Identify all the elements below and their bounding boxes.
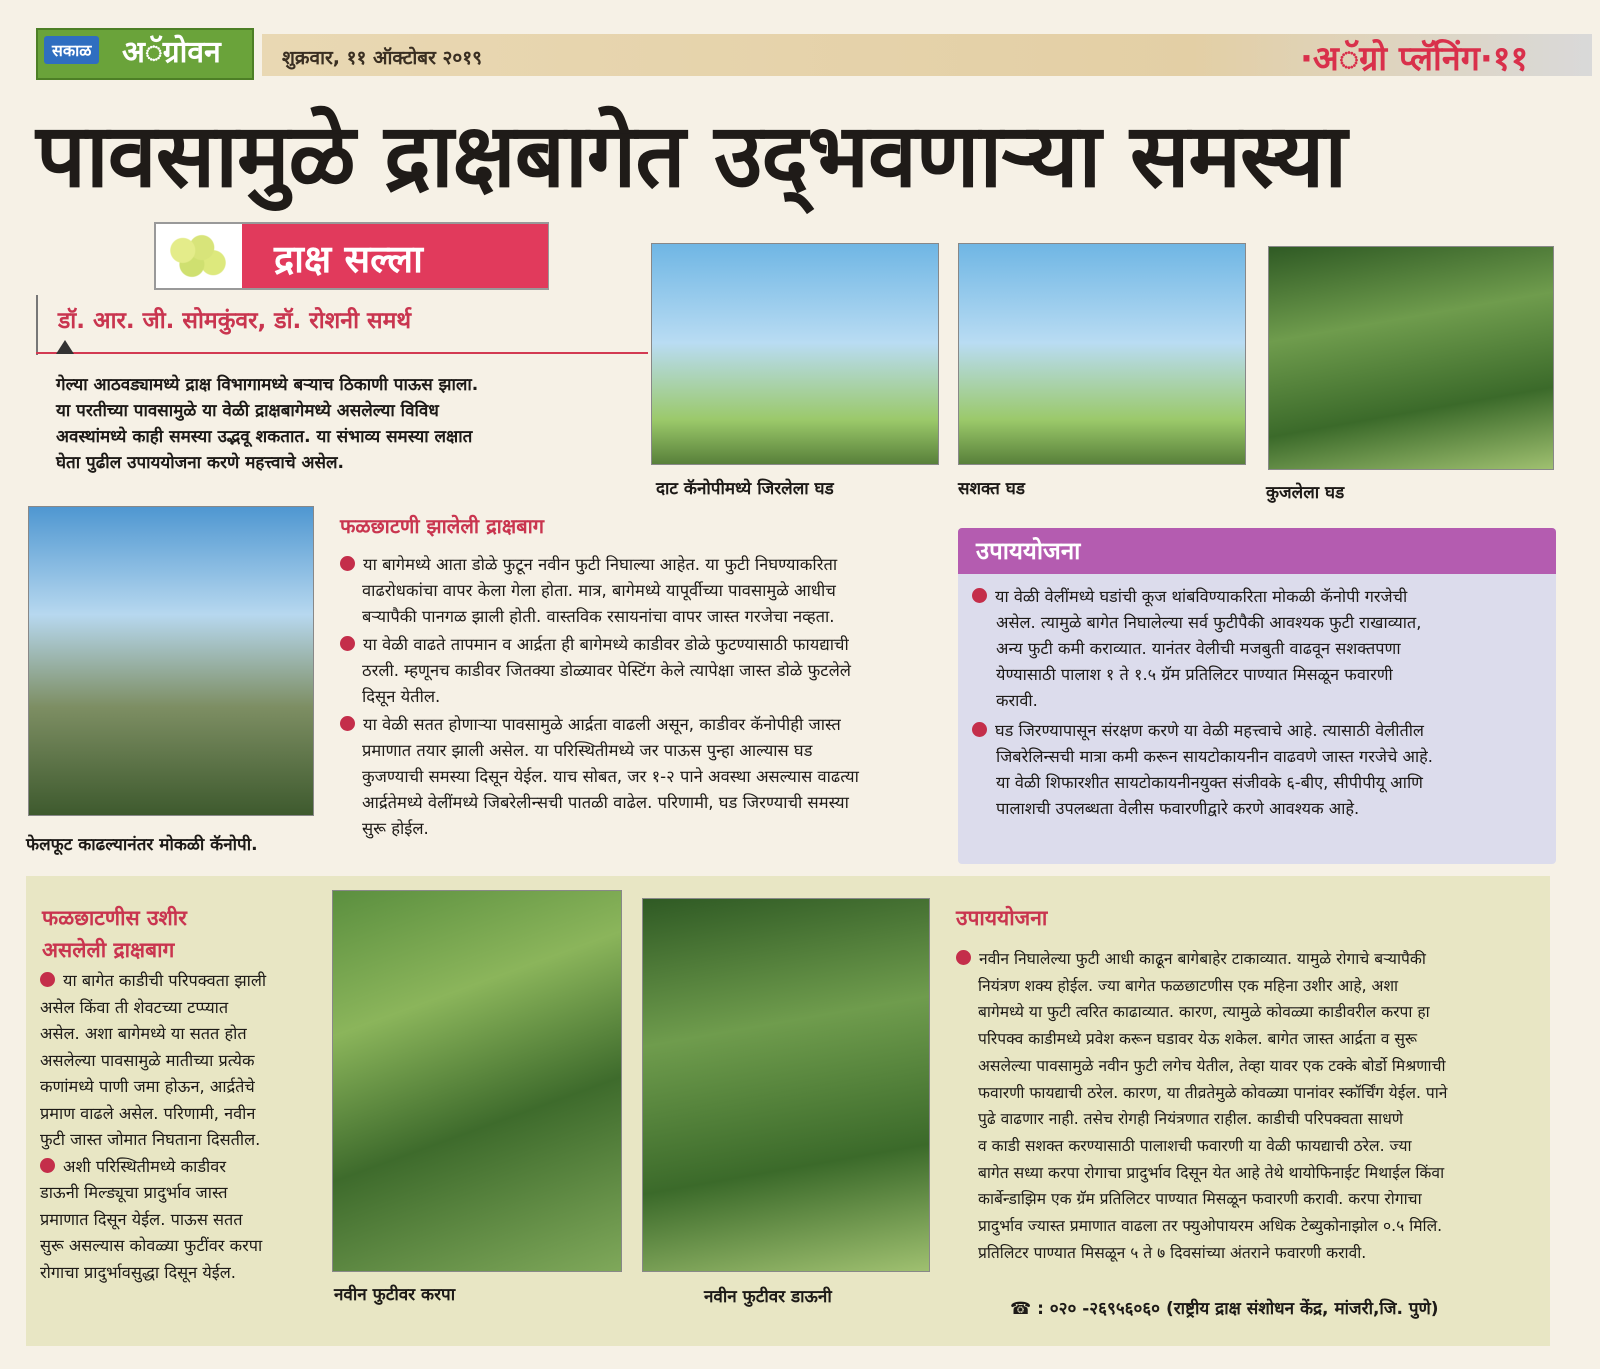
contact-line: ☎ : ०२० -२६९५६०६० (राष्ट्रीय द्राक्ष संशोधन केंद्र, मांजरी,जि. पुणे)	[1010, 1299, 1439, 1319]
paper-name: सकाळ	[44, 36, 99, 64]
body-line: असलेल्या पावसामुळे मातीच्या प्रत्येक	[40, 1050, 255, 1070]
body-line: असेल. अशा बागेमध्ये या सतत होत	[40, 1024, 247, 1043]
body-line: असेल. त्यामुळे बागेत निघालेल्या सर्व फुटीपैकी आवश्यक फुटी राखाव्यात,	[996, 613, 1422, 632]
body-line: रोगाचा प्रादुर्भावसुद्धा दिसून येईल.	[40, 1262, 236, 1282]
body-line: नवीन निघालेल्या फुटी आधी काढून बागेबाहेर टाकाव्यात. यामुळे रोगाचे बऱ्यापैकी	[979, 950, 1426, 968]
pruned-section-body	[340, 552, 940, 842]
body-line: असलेल्या पावसामुळे नवीन फुटी लगेच येतील, तेव्हा यावर एक टक्के बोर्डो मिश्रणाची	[978, 1056, 1446, 1075]
strong-bunch-caption: सशक्त घड	[958, 479, 1025, 499]
body-line: व काडी सशक्त करण्यासाठी पालाशची फवारणी या वेळी फायद्याची ठरेल. ज्या	[978, 1136, 1412, 1155]
issue-date: शुक्रवार, ११ ऑक्टोबर २०१९	[282, 47, 483, 69]
body-line: बागेत सध्या करपा रोगाचा प्रादुर्भाव दिसून येत आहे तेथे थायोफिनाईट मिथाईल किंवा	[978, 1163, 1445, 1182]
body-line: प्रमाणात दिसून येईल. पाऊस सतत	[40, 1209, 243, 1229]
open-canopy-photo	[28, 506, 314, 816]
late-section-body	[40, 968, 330, 1286]
body-line: अशी परिस्थितीमध्ये काडीवर	[63, 1156, 226, 1176]
title-line: असलेली द्राक्षबाग	[42, 938, 175, 962]
remedy2-title: उपाययोजना	[956, 906, 1048, 930]
body-line: प्रमाण वाढले असेल. परिणामी, नवीन	[40, 1103, 256, 1123]
body-line: जिबरेलिन्सची मात्रा कमी करून सायटोकायनीन वाढवणे जास्त गरजेचे आहे.	[996, 747, 1433, 766]
body-line: येण्यासाठी पालाश १ ते १.५ ग्रॅम प्रतिलिटर पाण्यात मिसळून फवारणी	[996, 665, 1393, 684]
body-line: या बागेमध्ये आता डोळे फुटून नवीन फुटी निघाल्या आहेत. या फुटी निघण्याकरिता	[363, 555, 838, 574]
bullet-icon	[340, 636, 355, 651]
remedy2-body	[956, 946, 1546, 1266]
body-line: पुढे वाढणार नाही. तसेच रोगही नियंत्रणात राहील. काडीची परिपक्वता साधणे	[978, 1110, 1404, 1129]
arrow-up-icon	[56, 340, 74, 354]
bullet-icon	[972, 722, 987, 737]
karpa-photo	[332, 890, 622, 1272]
bullet-icon	[40, 972, 55, 987]
body-line: प्रतिलिटर पाण्यात मिसळून ५ ते ७ दिवसांच्या अंतराने फवारणी करावी.	[978, 1243, 1367, 1262]
body-line: बऱ्यापैकी पानगळ झाली होती. वास्तविक रसायनांचा वापर जास्त गरजेचा नव्हता.	[362, 607, 835, 626]
body-line: प्रादुर्भाव ज्यास्त प्रमाणात वाढला तर फ्युओपायरम अधिक टेब्युकोनाझोल ०.५ मिलि.	[978, 1217, 1443, 1236]
bullet-icon	[972, 588, 987, 603]
body-line: घड जिरण्यापासून संरक्षण करणे या वेळी महत्त्वाचे आहे. त्यासाठी वेलीतील	[995, 721, 1424, 740]
intro-paragraph	[56, 372, 656, 476]
body-line: फवारणी फायद्याची ठरेल. कारण, या तीव्रतेमुळे कोवळ्या पानांवर स्कॉर्चिंग येईल. पाने	[978, 1083, 1448, 1102]
body-line: सुरू असल्यास कोवळ्या फुटींवर करपा	[40, 1236, 263, 1255]
canopy-caption: दाट कॅनोपीमध्ये जिरलेला घड	[656, 479, 834, 499]
body-line: कार्बेन्डाझिम एक ग्रॅम प्रतिलिटर पाण्यात मिसळून फवारणी करावी. करपा रोगाचा	[978, 1190, 1422, 1209]
body-line: करावी.	[996, 691, 1038, 710]
body-line: या वेळी वाढते तापमान व आर्द्रता ही बागेमध्ये काडीवर डोळे फुटण्यासाठी फायद्याची	[363, 635, 849, 654]
intro-line: गेल्या आठवड्यामध्ये द्राक्ष विभागामध्ये बऱ्याच ठिकाणी पाऊस झाला.	[56, 375, 479, 395]
bullet-icon	[340, 556, 355, 571]
intro-line: या परतीच्या पावसामुळे या वेळी द्राक्षबागेमध्ये असलेल्या विविध	[56, 401, 439, 421]
body-line: असेल किंवा ती शेवटच्या टप्प्यात	[40, 997, 229, 1017]
headline: पावसामुळे द्राक्षबागेत उद्‌भवणाऱ्या समस्या	[36, 103, 1347, 207]
strong-bunch-photo	[958, 243, 1246, 465]
body-line: फुटी जास्त जोमात निघताना दिसतील.	[40, 1130, 261, 1149]
body-line: परिपक्व काडीमध्ये प्रवेश करून घडावर येऊ शकेल. बागेत जास्त आर्द्रता व सुरू	[978, 1030, 1418, 1049]
author-rule-vertical	[36, 295, 38, 355]
canopy-photo	[651, 243, 939, 465]
pruned-section-title: फळछाटणी झालेली द्राक्षबाग	[340, 514, 545, 538]
body-line: बागेमध्ये या फुटी त्वरित काढाव्यात. कारण, त्यामुळे कोवळ्या काडीवरील करपा हा	[978, 1003, 1430, 1022]
open-canopy-caption: फेलफूट काढल्यानंतर मोकळी कॅनोपी.	[26, 835, 258, 855]
body-line: या बागेत काडीची परिपक्वता झाली	[63, 971, 267, 990]
bullet-icon	[40, 1158, 55, 1173]
body-line: कणांमध्ये पाणी जमा होऊन, आर्द्रतेचे	[40, 1077, 255, 1096]
body-line: या वेळी सतत होणाऱ्या पावसामुळे आर्द्रता वाढली असून, काडीवर कॅनोपीही जास्त	[363, 715, 841, 734]
body-line: प्रमाणात तयार झाली असेल. या परिस्थितीमध्ये जर पाऊस पुन्हा आल्यास घड	[362, 741, 813, 760]
rotten-bunch-photo	[1268, 246, 1554, 470]
remedy-box-body	[972, 584, 1552, 822]
supplement-name: अॅग्रोवन	[122, 35, 221, 70]
body-line: अन्य फुटी कमी कराव्यात. यानंतर वेलीची मजबुती वाढवून सशक्तपणा	[996, 639, 1401, 658]
body-line: सुरू होईल.	[362, 819, 429, 838]
downy-photo	[642, 898, 930, 1272]
body-line: डाऊनी मिल्ड्यूचा प्रादुर्भाव जास्त	[40, 1183, 228, 1202]
body-line: दिसून येतील.	[362, 687, 441, 706]
body-line: या वेळी शिफारशीत सायटोकायनीनयुक्त संजीवके ६-बीए, सीपीपीयू आणि	[996, 773, 1423, 792]
intro-line: अवस्थांमध्ये काही समस्या उद्भवू शकतात. या संभाव्य समस्या लक्षात	[56, 427, 473, 447]
bullet-icon	[340, 716, 355, 731]
body-line: या वेळी वेलींमध्ये घडांची कूज थांबविण्याकरिता मोकळी कॅनोपी गरजेची	[995, 587, 1408, 606]
bullet-icon	[956, 950, 971, 965]
body-line: वाढरोधकांचा वापर केला गेला होता. मात्र, बागेमध्ये यापूर्वीच्या पावसामुळे आधीच	[362, 581, 836, 600]
title-line: फळछाटणीस उशीर	[42, 906, 187, 930]
body-line: कुजण्याची समस्या दिसून येईल. याच सोबत, जर १-२ पाने अवस्था असल्यास वाढत्या	[362, 767, 859, 786]
remedy-box-title: उपाययोजना	[976, 537, 1081, 565]
author-rule	[36, 352, 648, 354]
karpa-caption: नवीन फुटीवर करपा	[334, 1285, 456, 1305]
downy-caption: नवीन फुटीवर डाऊनी	[704, 1287, 832, 1307]
intro-line: घेता पुढील उपाययोजना करणे महत्त्वाचे असेल.	[56, 453, 345, 473]
rotten-bunch-caption: कुजलेला घड	[1266, 483, 1345, 503]
body-line: पालाशची उपलब्धता वेलीस फवारणीद्वारे करणे आवश्यक आहे.	[996, 799, 1360, 818]
body-line: ठरली. म्हणूनच काडीवर जितक्या डोळ्यावर पेस्टिंग केले त्यापेक्षा जास्त डोळे फुटलेले	[362, 661, 851, 680]
late-section-title	[42, 902, 187, 966]
section-name: ·अॅग्रो प्लॅनिंग·११	[1300, 39, 1529, 79]
column-title: द्राक्ष सल्ला	[274, 236, 423, 281]
authors: डॉ. आर. जी. सोमकुंवर, डॉ. रोशनी समर्थ	[58, 308, 412, 334]
body-line: आर्द्रतेमध्ये वेलींमध्ये जिबरेलीन्सची पातळी वाढेल. परिणामी, घड जिरण्याची समस्या	[362, 793, 849, 812]
body-line: नियंत्रण शक्य होईल. ज्या बागेत फळछाटणीस एक महिना उशीर आहे, अशा	[978, 976, 1399, 995]
grapes-icon	[160, 228, 236, 284]
